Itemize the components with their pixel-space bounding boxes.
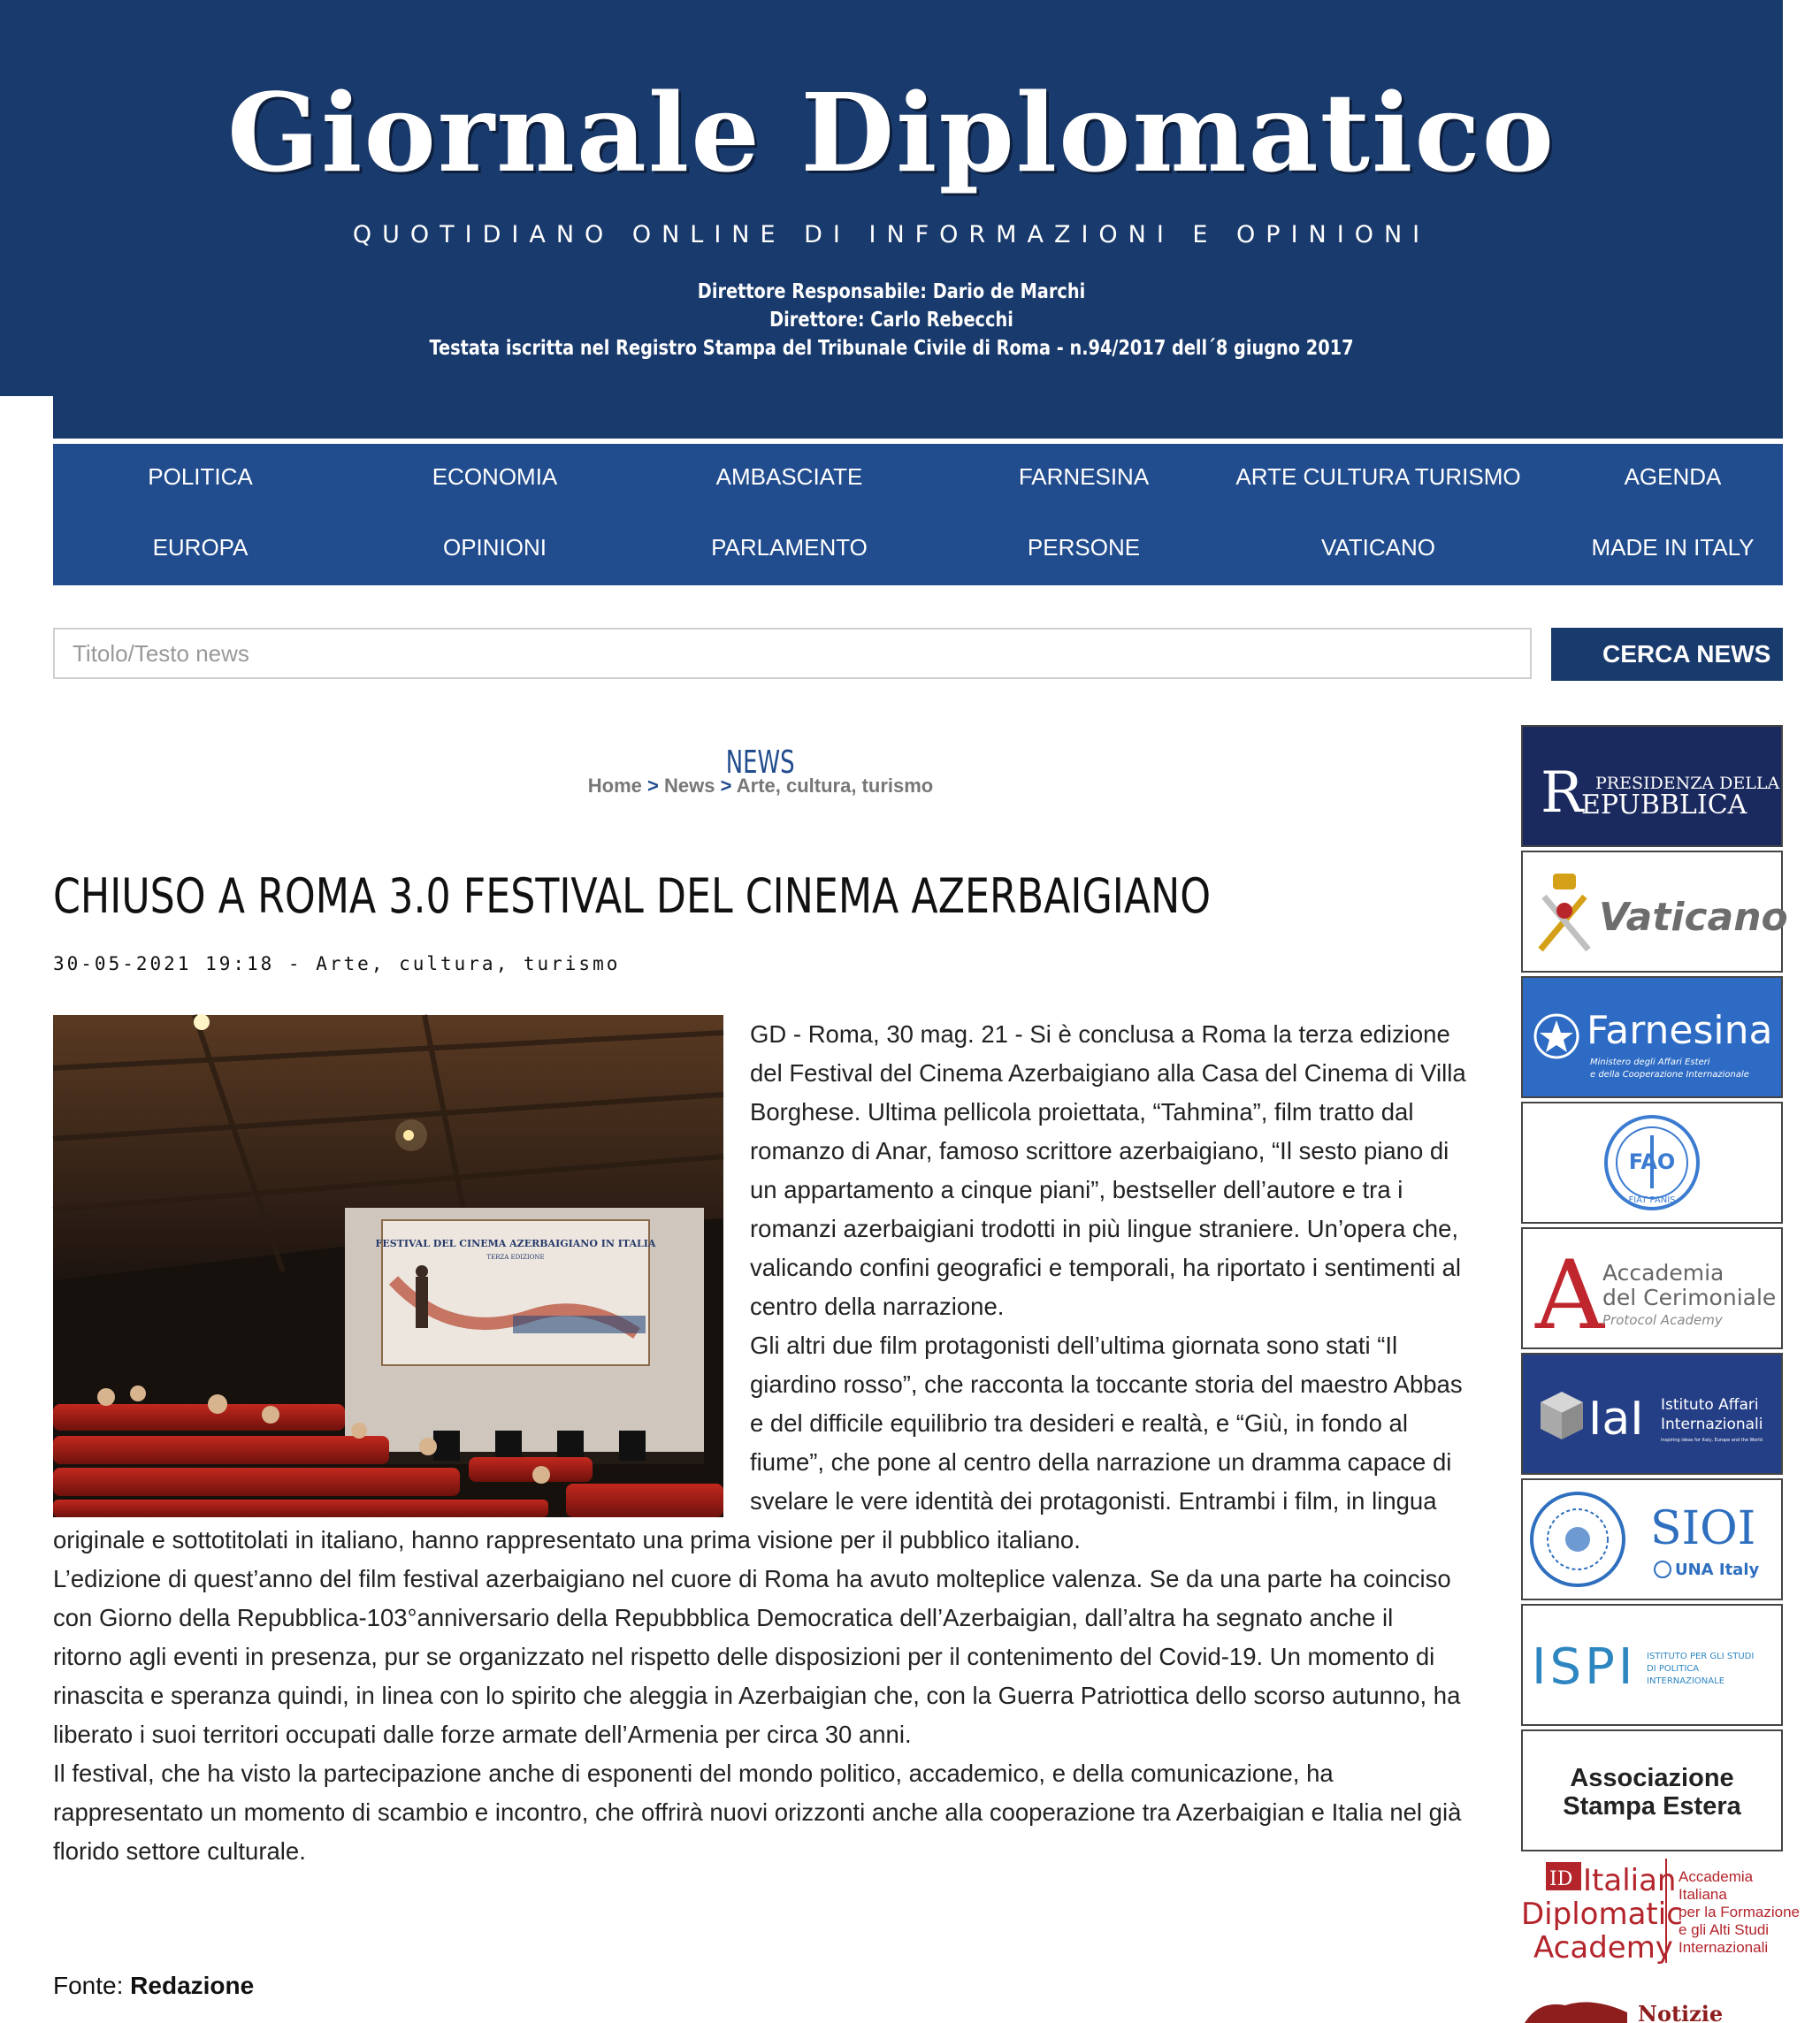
banner-iai[interactable] [1521, 1353, 1783, 1475]
source-value: Redazione [130, 1972, 255, 1999]
breadcrumb-current: Arte, cultura, turismo [736, 775, 934, 797]
ida-line3: Academy [1533, 1930, 1673, 1966]
ispi-sub3: INTERNAZIONALE [1647, 1676, 1725, 1686]
ispi-label: ISPI [1532, 1638, 1637, 1696]
breadcrumb [53, 775, 1468, 798]
breadcrumb-home[interactable]: Home [587, 775, 642, 797]
iai-line1: Istituto Affari [1661, 1396, 1759, 1414]
banner-fao[interactable] [1521, 1102, 1783, 1224]
farnesina-label: Farnesina [1587, 1008, 1773, 1053]
search-input[interactable] [53, 628, 1532, 679]
ida-initial: ID [1549, 1868, 1573, 1890]
iai-initial: IaI [1588, 1393, 1644, 1446]
direttore: Direttore: Carlo Rebecchi [769, 309, 1013, 332]
cerimoniale-line1: Accademia [1602, 1260, 1724, 1286]
fao-sub: FIAT PANIS [1628, 1195, 1676, 1205]
nav-europa[interactable]: EUROPA [152, 534, 249, 561]
main-navigation [53, 442, 1783, 585]
stampa-estera-line1: Associazione [1570, 1764, 1734, 1792]
ida-side1: Accademia [1679, 1868, 1754, 1885]
search-button[interactable]: CERCA NEWS [1551, 628, 1783, 681]
banner-presidenza-repubblica[interactable] [1521, 725, 1783, 847]
banner-italian-diplomatic-academy[interactable] [1521, 1855, 1801, 1977]
nav-farnesina[interactable]: FARNESINA [1018, 463, 1150, 490]
farnesina-sub2: e della Cooperazione Internazionale [1590, 1070, 1749, 1080]
photo-screen-subtitle: TERZA EDIZIONE [486, 1254, 545, 1261]
article-photo[interactable] [53, 1015, 723, 1517]
ispi-sub1: ISTITUTO PER GLI STUDI [1647, 1652, 1755, 1661]
sioi-seal-icon [1532, 1493, 1624, 1585]
papal-keys-icon [1541, 874, 1588, 950]
nav-ambasciate[interactable]: AMBASCIATE [715, 463, 863, 490]
breadcrumb-separator: > [647, 775, 659, 797]
ida-side5: Internazionali [1679, 1939, 1769, 1956]
banner-sioi[interactable] [1521, 1478, 1783, 1600]
section-title: NEWS [726, 744, 795, 781]
ida-side2: Italiana [1679, 1886, 1727, 1903]
banner-accademia-cerimoniale[interactable] [1521, 1227, 1783, 1349]
site-logo[interactable]: Giornale Diplomatico [226, 69, 1556, 196]
banner-notizie[interactable] [1521, 1996, 1783, 2023]
photo-screen-title: FESTIVAL DEL CINEMA AZERBAIGIANO IN ITALIA [375, 1238, 656, 1249]
nav-opinioni[interactable]: OPINIONI [442, 534, 547, 561]
article-paragraph: Gli altri due film protagonisti dell’ultima giornata sono stati “Il giardino rosso”, che racconta la toccante storia del maestro Abbas e del difficile equilibrio tra desideri e realtà, e “Giù, in fondo al fiume”, che pone al centro della narrazione un dramma capace di svelare le vere identità dei protagonisti. Entrambi i film, in lingua originale e sottotitolati in italiano, hanno rappresentato una prima visione per il pubblico italiano. [53, 1332, 1463, 1554]
cerimoniale-line2: del Cerimoniale [1602, 1285, 1777, 1310]
nav-persone[interactable]: PERSONE [1027, 534, 1141, 561]
italian-emblem-icon [1535, 1015, 1578, 1057]
ida-side4: e gli Alti Studi [1679, 1921, 1770, 1938]
iai-line3: Inspiring ideas for Italy, Europe and the World [1661, 1438, 1763, 1443]
nav-arte-cultura-turismo[interactable]: ARTE CULTURA TURISMO [1235, 463, 1521, 490]
article-paragraph: Il festival, che ha visto la partecipazione anche di esponenti del mondo politico, accademico, e della comunicazione, ha rappresentato un momento di scambio e incontro, che offrirà nuovi orizzonti anche alla cooperazione tra Azerbaigian e Italia nel già florido settore culturale. [53, 1760, 1462, 1865]
source-label: Fonte: [53, 1972, 124, 1999]
farnesina-sub1: Ministero degli Affari Esteri [1590, 1057, 1710, 1067]
ida-line1: Italian [1583, 1863, 1677, 1898]
masthead [0, 0, 1783, 439]
registrazione-tribunale: Testata iscritta nel Registro Stampa del Tribunale Civile di Roma - n.94/2017 dell´8 giugno 2017 [429, 337, 1354, 360]
nav-economia[interactable]: ECONOMIA [432, 463, 558, 490]
article-source [53, 1972, 254, 2000]
presidenza-initial: R [1541, 760, 1584, 826]
iai-cube-icon [1541, 1392, 1583, 1439]
cerimoniale-line3: Protocol Academy [1602, 1312, 1723, 1328]
nav-parlamento[interactable]: PARLAMENTO [711, 534, 868, 561]
nav-agenda[interactable]: AGENDA [1624, 463, 1722, 490]
ispi-sub2: DI POLITICA [1647, 1664, 1700, 1674]
cerimoniale-initial: A [1535, 1241, 1604, 1351]
notizie-logo-icon [1525, 2002, 1627, 2023]
masthead-notch [0, 396, 53, 439]
article-body [53, 1015, 1468, 1871]
vaticano-label: Vaticano [1599, 895, 1788, 940]
article-title: CHIUSO A ROMA 3.0 FESTIVAL DEL CINEMA AZERBAIGIANO [53, 868, 1212, 924]
editorial-credits [0, 278, 1783, 363]
nav-vaticano[interactable]: VATICANO [1320, 534, 1436, 561]
presidenza-line1: PRESIDENZA DELLA [1595, 774, 1780, 793]
banner-farnesina[interactable] [1521, 976, 1783, 1098]
ida-side3: per la Formazione [1679, 1904, 1801, 1920]
article-paragraph: L’edizione di quest’anno del film festival azerbaigiano nel cuore di Roma ha avuto molteplice valenza. Se da una parte ha coinciso con Giorno della Repubblica-103°anniversario della Repubbblica Democratica dell’Azerbaigian, dall’altra ha segnato anche il ritorno agli eventi in presenza, pur se organizzato nel rispetto delle disposizioni per il contenimento del Covid-19. Un momento di rinascita e speranza quindi, in linea con lo spirito che aleggia in Azerbaigian che, con la Guerra Patriottica dello scorso autunno, ha liberato i suoi territori occupati dalle forze armate dell’Armenia per circa 30 anni. [53, 1565, 1461, 1748]
breadcrumb-separator: > [720, 775, 732, 797]
article-paragraph: GD - Roma, 30 mag. 21 - Si è conclusa a Roma la terza edizione del Festival del Cinema Azerbaigiano alla Casa del Cinema di Villa Borghese. Ultima pellicola proiettata, “Tahmina”, film tratto dal romanzo di Anar, famoso scrittore azerbaigiano, “Il sesto piano di un appartamento a cinque piani”, bestseller dell’autore e tra i romanzi azerbaigiani trodotti in più lingue straniere. Un’opera che, valicando confini geografici e temporali, ha riportato i sentimenti al centro della narrazione. [750, 1020, 1466, 1320]
fao-label: FAO [1628, 1149, 1676, 1174]
presidenza-line2: EPUBBLICA [1581, 790, 1747, 821]
nav-politica[interactable]: POLITICA [148, 463, 253, 490]
banner-ispi[interactable] [1521, 1604, 1783, 1726]
iai-line2: Internazionali [1661, 1416, 1763, 1433]
notizie-label: Notizie [1638, 2001, 1724, 2023]
sioi-label: SIOI [1650, 1502, 1756, 1555]
site-tagline: QUOTIDIANO ONLINE DI INFORMAZIONI E OPINIONI [352, 221, 1431, 248]
breadcrumb-news[interactable]: News [663, 775, 715, 797]
direttore-responsabile: Direttore Responsabile: Dario de Marchi [697, 280, 1086, 303]
nav-made-in-italy[interactable]: MADE IN ITALY [1591, 534, 1755, 561]
ida-line2: Diplomatic [1521, 1897, 1683, 1932]
article-meta: 30-05-2021 19:18 - Arte, cultura, turismo [53, 953, 621, 974]
stampa-estera-line2: Stampa Estera [1563, 1792, 1741, 1821]
sioi-sub: UNA Italy [1675, 1561, 1760, 1579]
banner-stampa-estera[interactable] [1521, 1729, 1783, 1851]
un-icon [1655, 1561, 1671, 1577]
banner-vaticano[interactable] [1521, 851, 1788, 973]
